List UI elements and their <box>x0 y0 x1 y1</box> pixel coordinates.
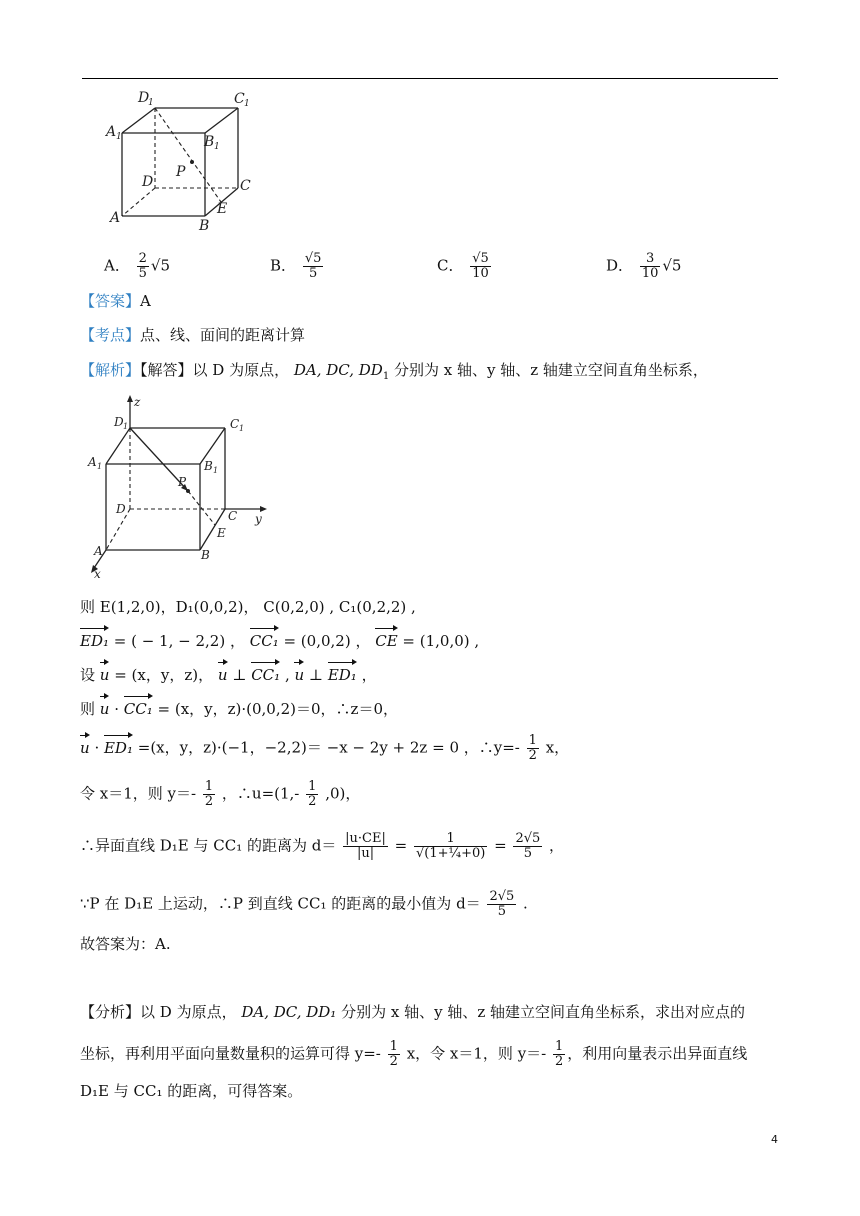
choice-c: C． $\frac{√5}{10}$ <box>437 251 489 281</box>
label-c: C <box>240 178 251 194</box>
dot-product-line-2: u · ED₁ =(x，y，z)·(−1，−2,2)＝ −x − 2y + 2z = 0 ，∴y=- $\frac{1}{2}$ x， <box>80 733 570 763</box>
page-number: 4 <box>771 1133 778 1146</box>
min-distance-line: ∵P 在 D₁E 上运动，∴P 到直线 CC₁ 的距离的最小值为 d＝ $\frac{2√5}{5}$ . <box>80 889 528 919</box>
label-a: A <box>110 210 121 226</box>
jiexi-tag: 【解析】 <box>80 361 141 379</box>
analysis-line-2: 坐标，再利用平面向量数量积的运算可得 y=- $\frac{1}{2}$ x，令 x＝1，则 y＝- $\frac{1}{2}$ ，利用向量表示出异面直线 <box>80 1039 748 1069</box>
dot-product-line-1: 则 u · CC₁ = (x，y，z)·(0,0,2)＝0，∴z＝0， <box>80 700 399 718</box>
answer-line <box>80 290 151 312</box>
label-y: y <box>255 512 262 526</box>
label-x: x <box>94 567 101 581</box>
analysis-line-1: 【分析】以 D 为原点， DA, DC, DD₁ 分别为 x 轴、y 轴、z 轴建立空间直角坐标系，求出对应点的 <box>80 1003 745 1021</box>
label-a1: A <box>106 124 117 140</box>
svg-text:1: 1 <box>213 466 219 475</box>
svg-text:E: E <box>217 526 226 540</box>
label-c1: C <box>234 91 245 107</box>
final-answer-line: 故答案为：A. <box>80 935 171 953</box>
distance-line: ∴异面直线 D₁E 与 CC₁ 的距离为 d＝ $\frac{|u\cdot CE|}{|u|}$ = $\frac{1}{\text{√(1+¼+0)}}$ = $\frac{2√5}{5}$ ， <box>80 831 565 861</box>
label-b: B <box>199 218 210 234</box>
svg-text:D: D <box>116 502 126 516</box>
label-d: D <box>142 174 154 190</box>
label-d1: D <box>138 90 150 106</box>
svg-text:B: B <box>204 459 213 473</box>
answer-tag: 【答案】 <box>80 292 141 310</box>
let-x-line: 令 x＝1，则 y＝- $\frac{1}{2}$ ，∴u=(1,- $\frac{1}{2}$ ,0)， <box>80 779 361 809</box>
svg-text:1: 1 <box>116 132 122 142</box>
label-b1: B <box>204 134 215 150</box>
choice-a: A． $\frac{2}{5}$ √5 <box>104 251 171 281</box>
svg-text:1: 1 <box>123 422 129 431</box>
header-rule <box>82 78 778 79</box>
svg-text:1: 1 <box>97 462 103 471</box>
svg-text:B: B <box>201 548 210 562</box>
svg-text:C: C <box>230 417 240 431</box>
coords-line: 则 E(1,2,0)，D₁(0,0,2)， C(0,2,0) , C₁(0,2,2) , <box>80 598 416 616</box>
choice-d: D． $\frac{3}{10}$ √5 <box>606 251 682 281</box>
kaodian-tag: 【考点】 <box>80 326 141 344</box>
cube-axes-figure <box>82 392 272 582</box>
svg-text:C: C <box>228 509 238 523</box>
label-p: P <box>176 164 186 180</box>
svg-text:A: A <box>94 544 103 558</box>
vectors-line: ED₁ = ( − 1, − 2,2) ， CC₁ = (0,0,2) ， CE = (1,0,0) , <box>80 632 480 650</box>
normal-vector-line: 设 u = (x，y，z)， u ⊥ CC₁ , u ⊥ ED₁ ， <box>80 666 377 684</box>
svg-text:P: P <box>178 475 187 489</box>
cube-figure <box>100 88 260 238</box>
label-z: z <box>134 395 141 409</box>
answer-value: A <box>140 292 151 310</box>
label-e: E <box>217 201 228 217</box>
svg-text:1: 1 <box>214 142 220 152</box>
analysis-line-3: D₁E 与 CC₁ 的距离，可得答案。 <box>80 1082 303 1100</box>
svg-text:A: A <box>88 455 97 469</box>
jiexi-line: 【解析】【解答】以 D 为原点， DA, DC, $DD_1$ 分别为 x 轴、y 轴、z 轴建立空间直角坐标系， <box>80 361 708 382</box>
choice-b: B． $\frac{√5}{5}$ <box>270 251 322 281</box>
svg-text:1: 1 <box>148 98 154 108</box>
svg-text:D: D <box>114 415 124 429</box>
kaodian-line: 【考点】点、线、面间的距离计算 <box>80 326 306 344</box>
svg-text:1: 1 <box>244 99 250 109</box>
svg-text:1: 1 <box>239 424 245 433</box>
